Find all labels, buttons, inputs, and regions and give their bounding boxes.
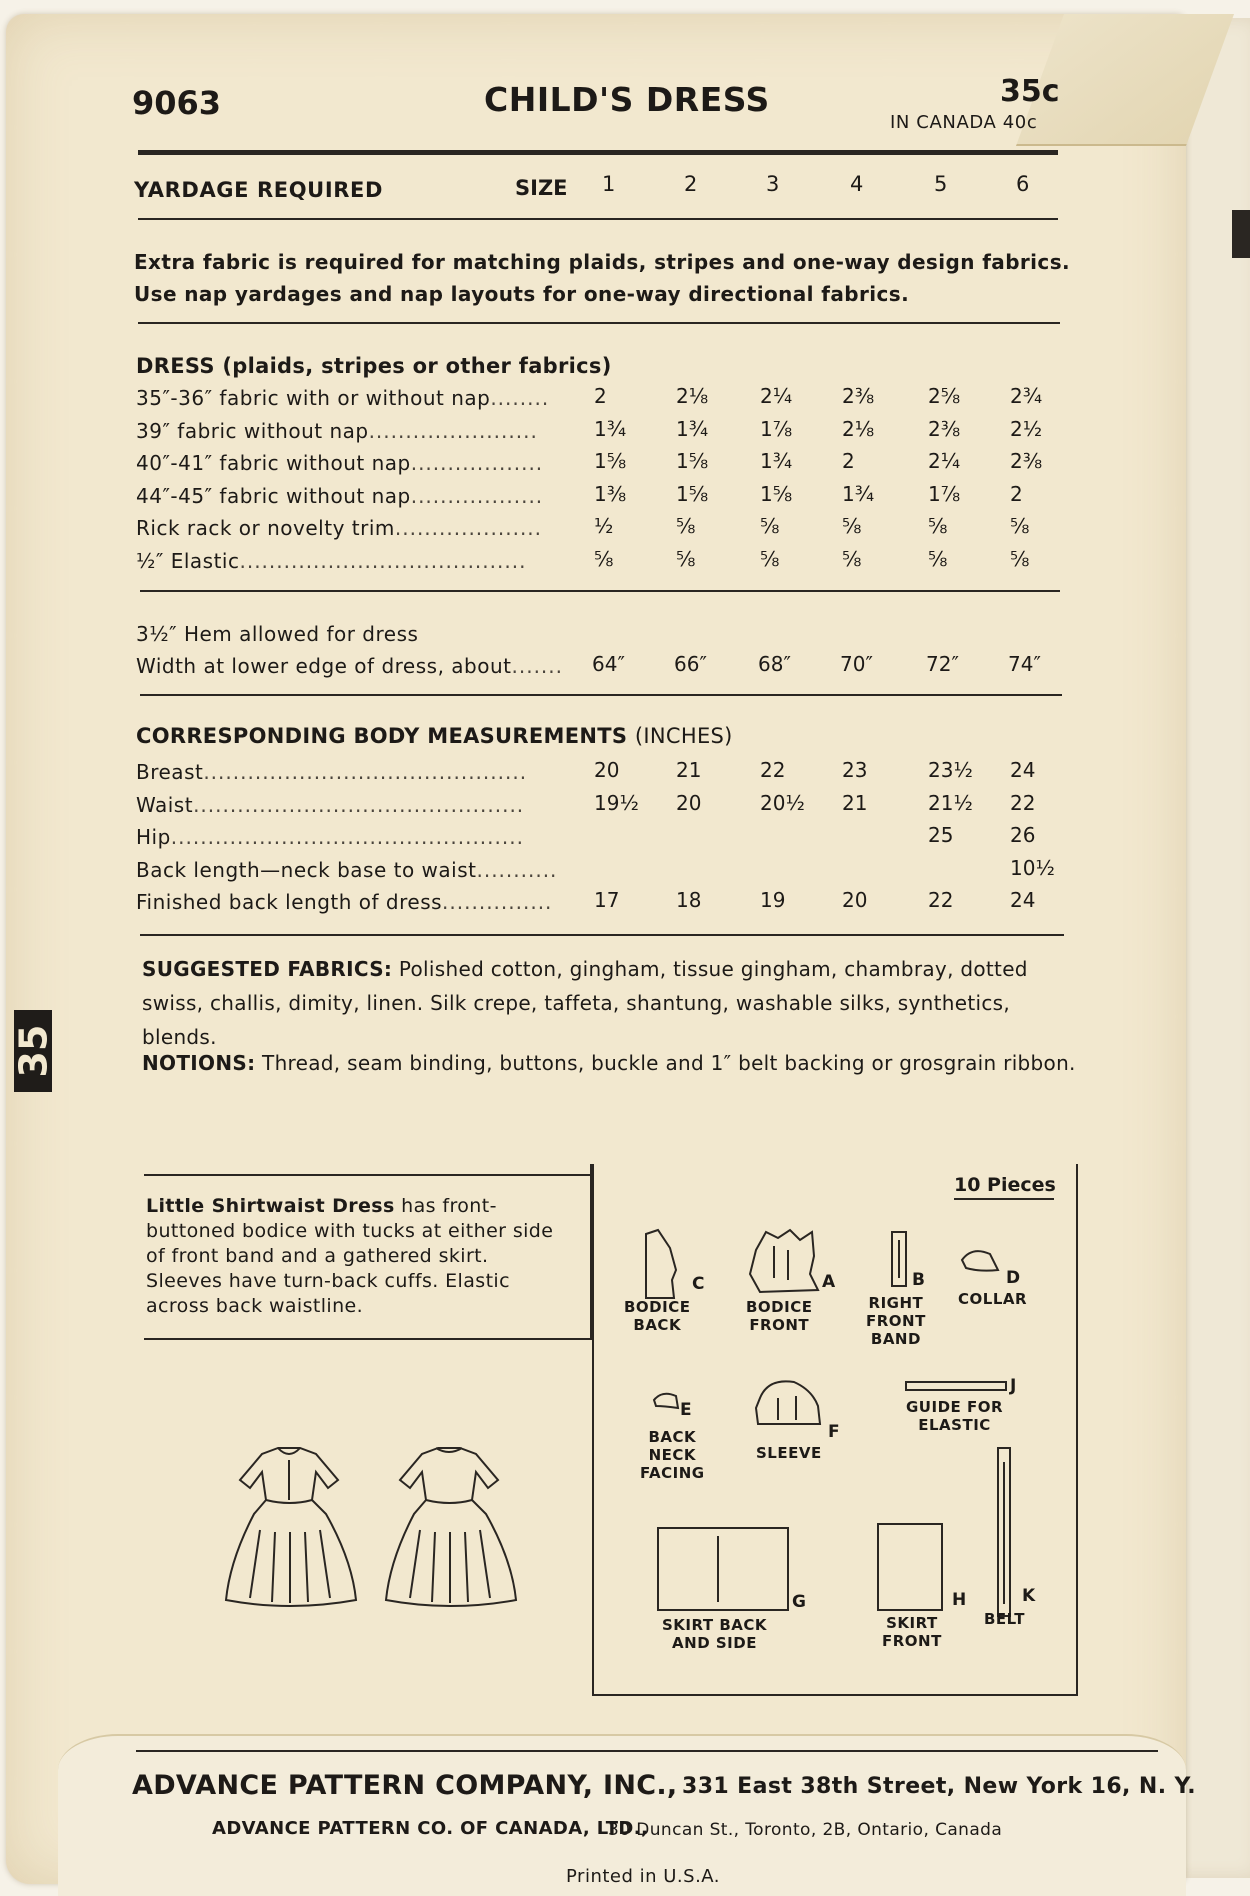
piece-name: BODICE FRONT: [746, 1298, 813, 1334]
rule: [144, 1174, 590, 1176]
body-value: 23: [842, 758, 868, 782]
leader-dots: .............................................: [193, 792, 525, 817]
bodice-back-piece: [646, 1230, 676, 1298]
dress-row-label-text: Rick rack or novelty trim: [136, 516, 395, 540]
piece-letter: H: [952, 1590, 967, 1610]
body-value: 24: [1010, 888, 1036, 912]
dress-value: 2¾: [1010, 384, 1043, 408]
pattern-number: 9063: [132, 84, 222, 122]
skirt-front-piece: [878, 1524, 942, 1610]
leader-dots: .......................: [368, 418, 538, 443]
dress-row-label-text: ½″ Elastic: [136, 548, 240, 573]
canada-price: IN CANADA 40c: [890, 112, 1038, 133]
piece-name: GUIDE FOR ELASTIC: [906, 1398, 1004, 1434]
size-5: 5: [934, 172, 948, 196]
body-value: 19½: [594, 790, 639, 815]
notions-label: NOTIONS:: [142, 1051, 256, 1075]
dress-value: ⅝: [1010, 514, 1030, 538]
body-value: 18: [676, 888, 702, 912]
printed-in: Printed in U.S.A.: [566, 1866, 721, 1887]
body-row-label: [136, 858, 557, 882]
notions-text: Thread, seam binding, buttons, buckle and 1″ belt backing or grosgrain ribbon.: [262, 1051, 1076, 1075]
rule: [138, 218, 1058, 220]
piece-letter: D: [1006, 1268, 1021, 1288]
body-row-label-text: Finished back length of dress: [136, 890, 443, 914]
dress-value: ½: [594, 514, 614, 538]
body-value: 25: [928, 823, 954, 847]
page-title: CHILD'S DRESS: [484, 80, 770, 119]
dress-value: 2¼: [928, 449, 961, 473]
rule: [140, 694, 1062, 696]
dress-value: 2⅛: [842, 416, 875, 441]
dress-row-label-text: 44″-45″ fabric without nap: [136, 483, 411, 508]
piece-letter: E: [680, 1400, 692, 1420]
body-value: 20½: [760, 790, 805, 815]
leader-dots: ............................................: [203, 760, 528, 784]
note-line-1: Extra fabric is required for matching plaids, stripes and one-way design fabrics.: [134, 250, 1070, 274]
body-value: 26: [1010, 823, 1036, 847]
body-value: 20: [842, 888, 868, 912]
canada-company-name: ADVANCE PATTERN CO. OF CANADA, LTD.,: [212, 1818, 649, 1839]
hem-width-value: 74″: [1008, 652, 1041, 676]
price: 35c: [1000, 74, 1060, 109]
body-measurements-heading: [136, 724, 733, 748]
size-4: 4: [850, 172, 864, 196]
size-3: 3: [766, 172, 780, 196]
dress-value: ⅝: [594, 546, 614, 571]
size-6: 6: [1016, 172, 1030, 196]
hem-width-label: Width at lower edge of dress, about.......: [136, 654, 564, 678]
piece-letter: K: [1022, 1586, 1036, 1606]
piece-letter: C: [692, 1274, 705, 1294]
dress-value: 1⅝: [676, 449, 709, 473]
hem-width-text: Width at lower edge of dress, about: [136, 654, 512, 678]
body-value: 22: [1010, 790, 1036, 815]
edge-tab: [1232, 210, 1250, 258]
dress-value: ⅝: [928, 514, 948, 538]
body-row-label: [136, 793, 524, 817]
dress-front-illustration: [220, 1440, 520, 1610]
rule: [954, 1198, 1054, 1200]
rule: [140, 934, 1064, 936]
body-row-label: [136, 760, 527, 784]
dress-value: 2½: [1010, 416, 1043, 441]
dress-value: 1⅞: [760, 416, 793, 441]
rule: [138, 322, 1060, 324]
canada-company-address: 30 Duncan St., Toronto, 2B, Ontario, Canada: [608, 1820, 1003, 1840]
pieces-count: 10 Pieces: [954, 1174, 1056, 1196]
dress-value: ⅝: [760, 514, 780, 538]
body-row-label-text: Back length—neck base to waist: [136, 857, 477, 882]
fabrics-label: SUGGESTED FABRICS:: [142, 957, 393, 981]
hem-width-value: 68″: [758, 652, 791, 676]
dress-value: 1⅞: [928, 481, 961, 506]
dress-heading: DRESS (plaids, stripes or other fabrics): [136, 354, 612, 378]
dress-row-label: [136, 484, 543, 508]
body-value: 21: [842, 790, 868, 815]
dress-row-label-text: 40″-41″ fabric without nap: [136, 451, 411, 475]
leader-dots: ..................: [410, 483, 544, 508]
dress-value: ⅝: [760, 546, 780, 571]
dress-row-label-text: 39″ fabric without nap: [136, 418, 369, 443]
dress-value: 1¾: [676, 416, 709, 441]
dress-row-label: [136, 451, 543, 475]
body-heading-unit: (INCHES): [634, 724, 733, 748]
body-row-label-text: Hip: [136, 825, 171, 849]
body-row-label-text: Breast: [136, 760, 204, 784]
dress-value: 2⅜: [842, 384, 875, 408]
body-value: 22: [928, 888, 954, 912]
notions: [142, 1046, 1082, 1080]
dress-value: 1¾: [842, 481, 875, 506]
header-rule: [138, 150, 1058, 155]
piece-name: SKIRT FRONT: [882, 1614, 942, 1650]
piece-name: SKIRT BACK AND SIDE: [662, 1616, 768, 1652]
dress-value: 2: [1010, 481, 1023, 506]
rule: [136, 1750, 1158, 1752]
leader-dots: ...........: [476, 857, 558, 882]
description-text: has front-buttoned bodice with tucks at either side of front band and a gathered skirt. Sleeves have turn-back cuffs. Elastic across back waistline.: [146, 1195, 554, 1317]
back-neck-facing-piece: [654, 1394, 678, 1408]
hem-allowance: 3½″ Hem allowed for dress: [136, 622, 419, 646]
dress-value: 1¾: [760, 449, 793, 473]
piece-letter: F: [828, 1422, 840, 1442]
dress-value: ⅝: [842, 514, 862, 538]
piece-name: RIGHT FRONT BAND: [866, 1294, 926, 1348]
dress-value: 2: [594, 384, 607, 408]
dress-value: 2⅝: [928, 384, 961, 408]
body-value: 20: [676, 790, 702, 815]
dress-value: 1⅝: [594, 449, 627, 473]
piece-letter: G: [792, 1592, 806, 1612]
dress-value: 2⅜: [1010, 449, 1043, 473]
note-line-2: Use nap yardages and nap layouts for one-way directional fabrics.: [134, 282, 910, 306]
piece-name: BODICE BACK: [624, 1298, 691, 1334]
body-row-label: [136, 825, 524, 849]
hem-width-value: 64″: [592, 652, 625, 676]
company-name: ADVANCE PATTERN COMPANY, INC.,: [132, 1770, 678, 1801]
dress-row-label-text: 35″-36″ fabric with or without nap: [136, 386, 491, 410]
piece-name: COLLAR: [958, 1290, 1028, 1308]
piece-letter: A: [822, 1272, 836, 1292]
body-row-label-text: Waist: [136, 792, 194, 817]
dress-row-label: [136, 419, 538, 443]
dress-value: ⅝: [676, 514, 696, 538]
dress-row-label: [136, 549, 526, 573]
skirt-back-piece: [658, 1528, 788, 1610]
dress-value: 1⅝: [676, 481, 709, 506]
dress-value: ⅝: [842, 546, 862, 571]
dress-value: ⅝: [676, 546, 696, 571]
dress-value: 2¼: [760, 384, 793, 408]
leader-dots: .......................................: [239, 548, 527, 573]
piece-name: SLEEVE: [756, 1444, 822, 1462]
dress-value: 2: [842, 449, 855, 473]
description-title: Little Shirtwaist Dress: [146, 1195, 395, 1217]
hem-width-value: 66″: [674, 652, 707, 676]
hem-width-value: 72″: [926, 652, 959, 676]
yardage-heading: YARDAGE REQUIRED: [134, 178, 383, 202]
rule: [144, 1338, 590, 1340]
dress-value: 1¾: [594, 416, 627, 441]
fabrics-text: Polished cotton, gingham, tissue gingham, chambray, dotted swiss, challis, dimity, linen. Silk crepe, taffeta, shantung, washable silks, synthetics, blends.: [142, 957, 1028, 1049]
hem-width-value: 70″: [840, 652, 873, 676]
dress-value: 2⅜: [928, 416, 961, 441]
dress-value: ⅝: [1010, 546, 1030, 571]
dress-row-label: [136, 386, 549, 410]
piece-name: BELT: [984, 1610, 1025, 1628]
body-value: 24: [1010, 758, 1036, 782]
dress-value: 1⅜: [594, 481, 627, 506]
guide-for-elastic-piece: [906, 1382, 1006, 1390]
dress-value: ⅝: [928, 546, 948, 571]
sleeve-piece: [756, 1381, 820, 1424]
leader-dots: ........: [490, 386, 550, 410]
body-value: 21: [676, 758, 702, 782]
piece-letter: J: [1010, 1376, 1017, 1396]
size-label: SIZE: [515, 176, 568, 200]
body-value: 20: [594, 758, 620, 782]
body-value: 10½: [1010, 855, 1055, 880]
body-value: 17: [594, 888, 620, 912]
dress-value: 2⅛: [676, 384, 709, 408]
bodice-front-piece: [750, 1230, 818, 1292]
rule: [140, 590, 1060, 592]
piece-name: BACK NECK FACING: [640, 1428, 705, 1482]
side-tab-number: 35: [11, 1024, 56, 1078]
leader-dots: ..................: [410, 451, 544, 475]
company-address: 331 East 38th Street, New York 16, N. Y.: [682, 1774, 1196, 1799]
suggested-fabrics: [142, 952, 1082, 1054]
piece-letter: B: [912, 1270, 925, 1290]
size-1: 1: [602, 172, 616, 196]
body-value: 19: [760, 888, 786, 912]
body-value: 22: [760, 758, 786, 782]
side-size-tab: [11, 1010, 56, 1092]
body-value: 21½: [928, 790, 973, 815]
collar-piece: [962, 1251, 998, 1271]
dress-row-label: [136, 516, 542, 540]
size-2: 2: [684, 172, 698, 196]
body-heading-text: CORRESPONDING BODY MEASUREMENTS: [136, 724, 628, 748]
body-row-label: [136, 890, 552, 914]
leader-dots: ...............: [442, 890, 553, 914]
dress-value: 1⅝: [760, 481, 793, 506]
body-value: 23½: [928, 758, 973, 782]
leader-dots: ................................................: [170, 825, 524, 849]
dress-description: [146, 1194, 556, 1319]
leader-dots: ....................: [394, 516, 543, 540]
